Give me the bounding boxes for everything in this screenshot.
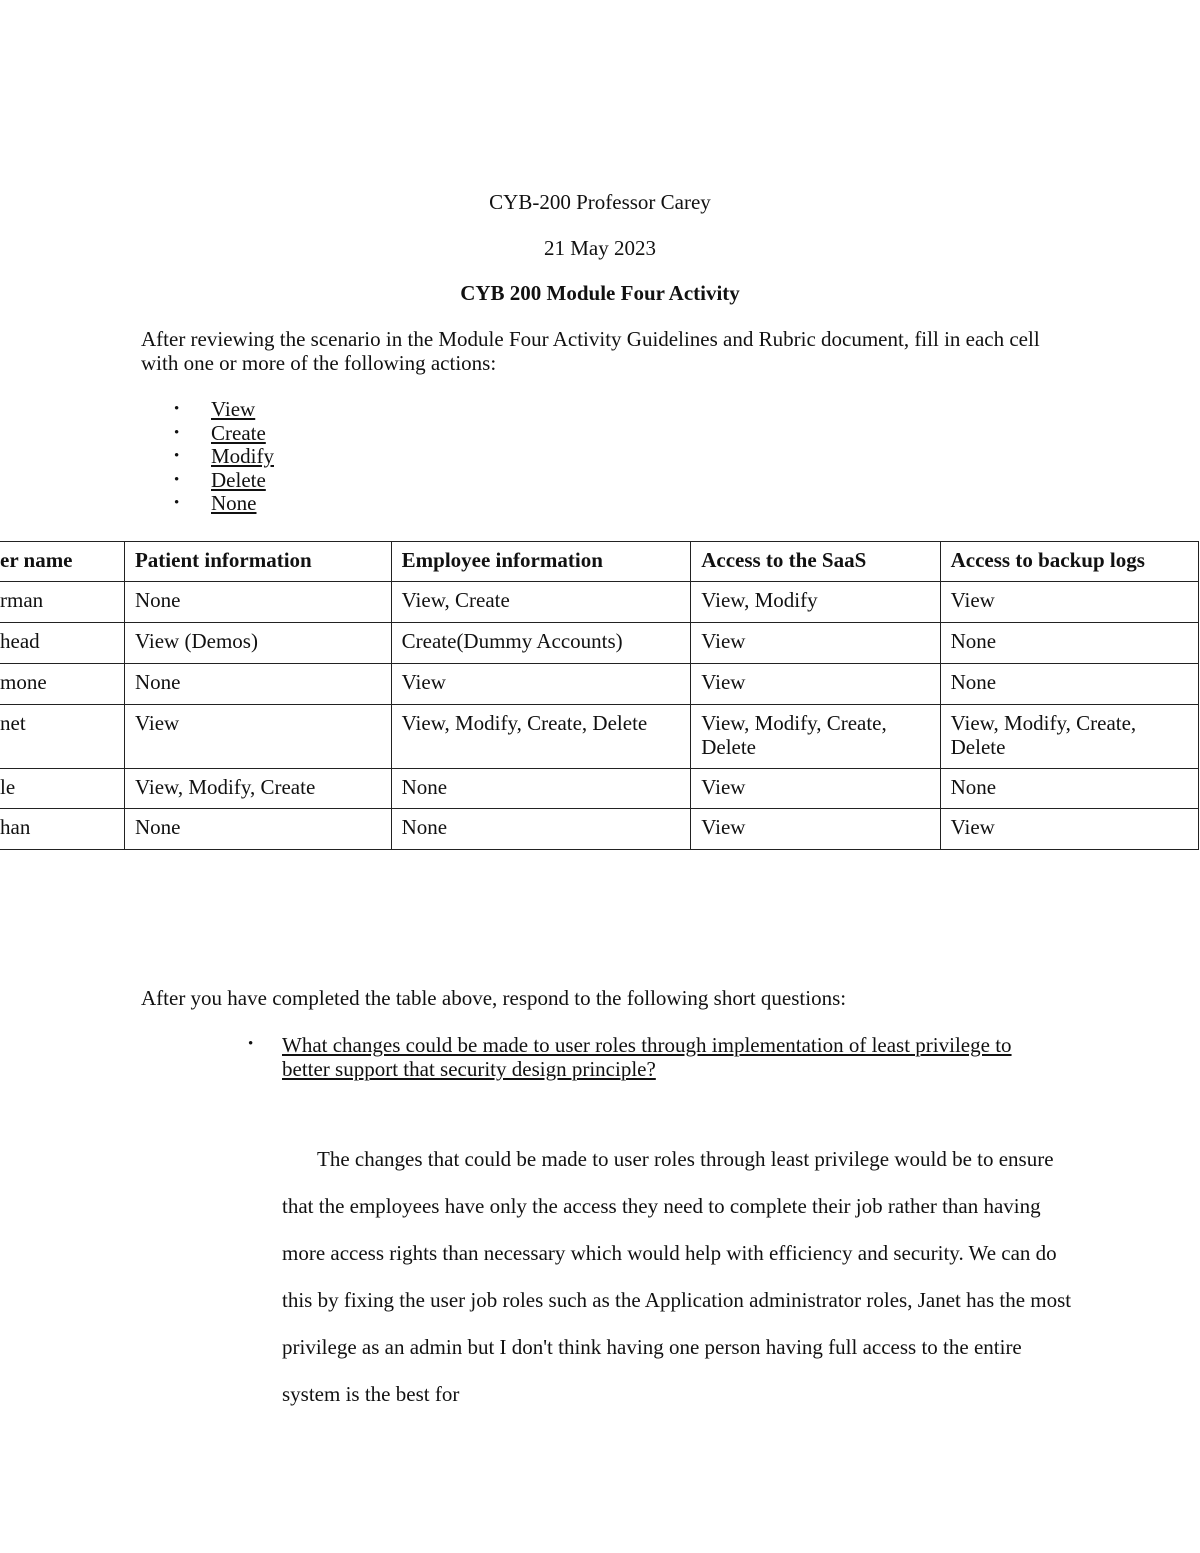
course-professor-line: CYB-200 Professor Carey (489, 190, 711, 214)
access-matrix-table (0, 541, 1199, 850)
table-cell: View (940, 582, 1198, 623)
short-question: What changes could be made to user roles through implementation of least privilege to better support that security design principle? (282, 1033, 1012, 1081)
table-cell: View, Modify, Create, Delete (691, 705, 940, 769)
table-cell: None (391, 769, 691, 809)
table-cell: View, Modify, Create (124, 769, 391, 809)
table-cell: View (124, 705, 391, 769)
table-row (0, 705, 1199, 769)
action-delete: Delete (211, 467, 266, 492)
bullet-icon: • (248, 1036, 254, 1052)
table-cell: View, Modify, Create, Delete (391, 705, 691, 769)
table-cell: None (124, 664, 391, 705)
bullet-icon: • (174, 401, 180, 417)
table-row (0, 582, 1199, 623)
table-row (0, 664, 1199, 705)
intro-paragraph: After reviewing the scenario in the Module Four Activity Guidelines and Rubric document, fill in each cell with one or more of the following actions: (141, 327, 1040, 375)
table-cell: View (391, 664, 691, 705)
action-create: Create (211, 420, 266, 445)
table-cell: None (124, 809, 391, 850)
action-modify: Modify (211, 444, 274, 468)
after-table-instructions: After you have completed the table above, respond to the following short questions: (141, 986, 847, 1010)
table-cell: View (Demos) (124, 623, 391, 664)
action-view: View (211, 397, 256, 421)
header-access-backup-logs: Access to backup logs (940, 542, 1198, 582)
user-name-cell: rman (0, 582, 124, 623)
action-none: None (211, 491, 257, 515)
bullet-icon: • (174, 448, 180, 464)
header-access-saas: Access to the SaaS (691, 542, 940, 582)
table-cell: Create(Dummy Accounts) (391, 623, 691, 664)
table-cell: None (391, 809, 691, 850)
user-name-cell: net (0, 705, 124, 769)
table-cell: View (691, 623, 940, 664)
table-cell: View (691, 664, 940, 705)
header-user-name: er name (0, 542, 124, 582)
document-title: CYB 200 Module Four Activity (460, 281, 740, 305)
table-row (0, 809, 1199, 850)
user-name-cell: le (0, 769, 124, 809)
table-cell: View, Modify, Create, Delete (940, 705, 1198, 769)
user-name-cell: mone (0, 664, 124, 705)
table-cell: View, Create (391, 582, 691, 623)
table-cell: View, Modify (691, 582, 940, 623)
table-cell: None (940, 769, 1198, 809)
table-cell: None (940, 623, 1198, 664)
user-name-cell: head (0, 623, 124, 664)
table-row (0, 623, 1199, 664)
header-patient-information: Patient information (124, 542, 391, 582)
bullet-icon: • (174, 471, 180, 488)
table-cell: View (691, 809, 940, 850)
date-line: 21 May 2023 (544, 236, 656, 260)
table-cell: View (691, 769, 940, 809)
bullet-icon: • (174, 495, 180, 511)
user-name-cell: han (0, 809, 124, 850)
table-cell: View (940, 809, 1198, 850)
table-row (0, 769, 1199, 809)
bullet-icon: • (174, 424, 180, 441)
header-employee-information: Employee information (391, 542, 691, 582)
answer-paragraph: The changes that could be made to user roles through least privilege would be to ensure that the employees have only the access they need to complete their job rather than having more access rights than necessary which would help with efficiency and security. We can do this by fixing the user job roles such as the Application administrator roles, Janet has the most privilege as an admin but I don't think having one person having full access to the entire system is the best for (282, 1147, 1072, 1406)
table-cell: None (124, 582, 391, 623)
table-cell: None (940, 664, 1198, 705)
table-header-row (0, 542, 1199, 582)
